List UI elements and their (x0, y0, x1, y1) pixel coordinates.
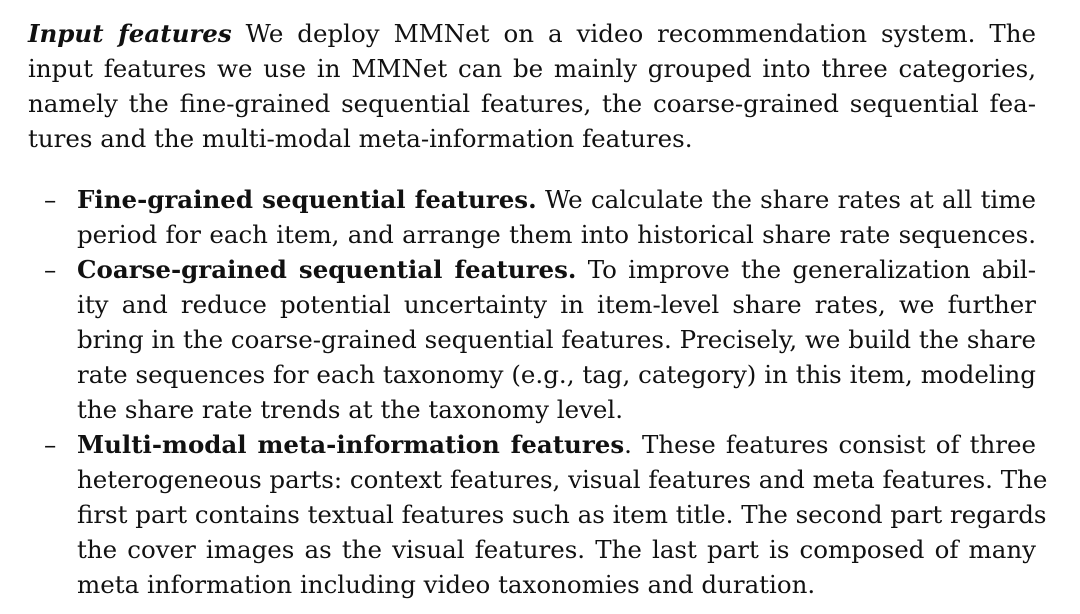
intro-line-3: namely the fine-grained sequential features, the coarse-grained sequential fea- (28, 89, 1036, 118)
list-item-2-line-2: ity and reduce potential uncertainty in item-level share rates, we further (77, 290, 1036, 319)
list-bullet: – (44, 430, 57, 459)
intro-line-2: input features we use in MMNet can be mainly grouped into three categories, (28, 54, 1036, 83)
list-item-1-line-2: period for each item, and arrange them into historical share rate sequences. (77, 220, 1036, 249)
list-item-3-line-5: meta information including video taxonomies and duration. (77, 570, 816, 599)
list-item-3-line-2: heterogeneous parts: context features, visual features and meta features. The (77, 465, 1048, 494)
list-item-2-title: Coarse-grained sequential features. (77, 255, 577, 284)
list-item-2-line-4: rate sequences for each taxonomy (e.g., tag, category) in this item, modeling (77, 360, 1036, 389)
list-item-2-line-3: bring in the coarse-grained sequential features. Precisely, we build the share (77, 325, 1036, 354)
list-item-3-line-4: the cover images as the visual features. The last part is composed of many (77, 535, 1036, 564)
list-item-3-title: Multi-modal meta-information features (77, 430, 625, 459)
list-item-1-line-1 (77, 182, 1036, 217)
list-bullet: – (44, 185, 57, 214)
intro-heading: Input features (28, 19, 232, 48)
list-item-3-text-1: . These features consist of three (624, 430, 1036, 459)
intro-line-1 (28, 16, 1036, 51)
list-item-3-line-1 (77, 427, 1036, 462)
list-item-1-title: Fine-grained sequential features. (77, 185, 537, 214)
list-item-1-text-1: We calculate the share rates at all time (544, 185, 1036, 214)
list-bullet: – (44, 255, 57, 284)
list-item-2-text-1: To improve the generalization abil- (587, 255, 1037, 284)
intro-line-1-text: We deploy MMNet on a video recommendation system. The (245, 19, 1037, 48)
list-item-3-line-3: first part contains textual features such as item title. The second part regards (77, 500, 1047, 529)
intro-line-4: tures and the multi-modal meta-information features. (28, 124, 693, 153)
list-item-2-line-1 (77, 252, 1036, 287)
list-item-2-line-5: the share rate trends at the taxonomy level. (77, 395, 624, 424)
